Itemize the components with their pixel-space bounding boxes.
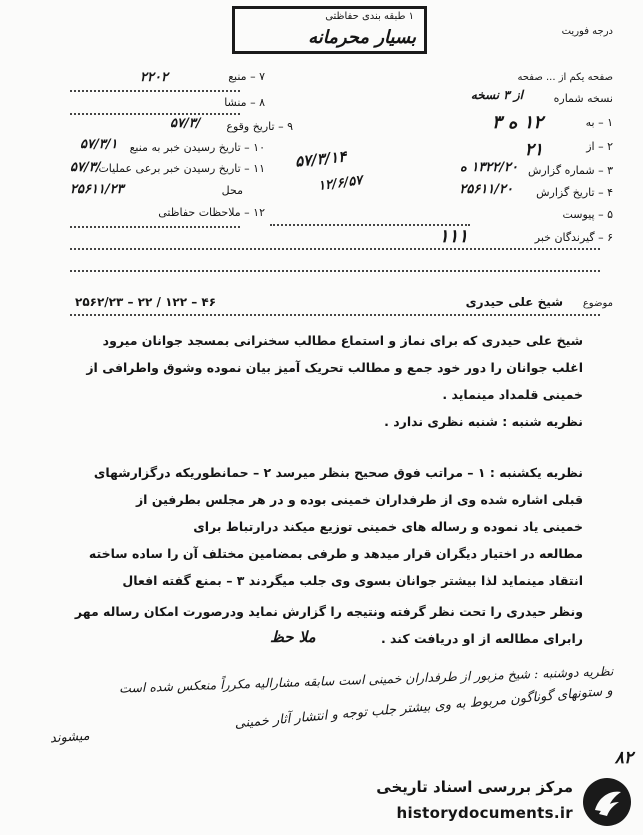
subject-label: موضوع (582, 298, 613, 309)
field-copy-value: از ۳ نسخه (470, 88, 523, 102)
stamp-value: بسیار محرمانه (308, 27, 416, 48)
field-from-value: ۲۱ (524, 140, 543, 160)
field-origin-label: ۸ – منشا (224, 96, 265, 109)
handwritten-line: نظریه دوشنبه : شیخ مزبور از طرفداران خمینی است سابقه مشارالیه مکرراً منعکس شده است (118, 663, 614, 696)
body-line: انتقاد مینماید لذا بیشتر جوانان بسوی وی جلب میگردند ۳ – بمنع گفته افعال (122, 573, 583, 588)
field-attachment-label: ۵ – پیوست (562, 208, 613, 221)
page-mark: ۸۲ (614, 748, 633, 768)
handwritten-line: میشوند (49, 728, 91, 747)
dotted-line (70, 270, 600, 272)
subject-reference: ۲۵۶۲/۲۳ – ۲۲ / ۱۲۲ – ۴۶ (75, 295, 217, 309)
watermark-url: historydocuments.ir (396, 804, 573, 822)
field-report-date-value: ۲۵۶۱۱/۲۰ (459, 182, 513, 197)
field-news-to-source-label: ۱۰ – تاریخ رسیدن خبر به منبع (129, 141, 265, 154)
body-line: خمینی یاد نموده و رساله های خمینی توزیع میکند درارتباط برای (193, 519, 583, 534)
dotted-line (70, 314, 600, 316)
field-news-to-source-value: ۵۷/۳/۱ (80, 137, 118, 152)
field-from-label: ۲ – از (586, 140, 613, 153)
field-location-value: ۲۵۶۱۱/۲۳ (70, 182, 124, 197)
urgency-label: درجه فوریت (561, 26, 613, 37)
field-to-label: ۱ – به (585, 116, 613, 129)
body-line: قبلی اشاره شده وی از طرفداران خمینی بوده و در هر مجلس بطرفین از (135, 492, 583, 507)
body-line: مطالعه در اختیار دیگران قرار میدهد و طرفی بمضامین مختلف آن را ساده ساخته (88, 546, 583, 561)
field-copy-label: نسخه شماره (553, 92, 613, 105)
body-line: اغلب جوانان را دور خود جمع و مطالب تحریک آمیز بیان نموده وشوق واطرافی از (86, 360, 583, 375)
handwritten-date-1: ۵۷/۳/۱۴ (294, 147, 348, 171)
dotted-line (70, 90, 240, 92)
field-recipients-label: ۶ – گیرندگان خبر (534, 231, 613, 244)
watermark (360, 772, 643, 835)
field-security-notes-label: ۱۲ – ملاحظات حفاظتی (158, 206, 265, 219)
field-page-label: صفحه یکم از ... صفحه (517, 72, 613, 83)
body-line: نظریه شنبه : شنبه نظری ندارد . (384, 414, 583, 429)
dotted-line (70, 248, 600, 250)
handwritten-line: و ستونهای گوناگون مربوط به وی بیشتر جلب توجه و انتشار آثار خمینی (233, 683, 613, 732)
body-line: نظریه یکشنبه : ۱ – مراتب فوق صحیح بنظر میرسد ۲ – حمانطوریکه درگزارشهای (93, 465, 583, 480)
dotted-line (70, 226, 240, 228)
field-to-value: ۱۲ ه ۳ (492, 112, 543, 133)
field-occurrence-label: ۹ – تاریخ وقوع (226, 120, 293, 133)
field-source-label: ۷ – منبع (228, 70, 265, 83)
classification-stamp (232, 6, 427, 54)
handwritten-signature: ملا حظ (270, 628, 316, 646)
field-news-to-ops-label: ۱۱ – تاریخ رسیدن خبر برعی عملیات (98, 162, 265, 175)
field-report-number-value: ۱۳۲۲/۲۰ ه (460, 160, 518, 175)
field-location-label: محل (221, 184, 243, 197)
handwritten-date-2: ۱۲/۶/۵۷ (317, 172, 364, 195)
field-report-date-label: ۴ – تاریخ گزارش (536, 186, 613, 199)
field-report-number-label: ۳ – شماره گزارش (527, 164, 613, 177)
body-line: شیخ علی حیدری که برای نماز و استماع مطالب سخنرانی بمسجد جوانان میرود (102, 333, 583, 348)
body-line: ونظر حیدری را تحت نظر گرفته ونتیجه را گزارش نماید ودرصورت امکان رساله مهر (74, 604, 583, 619)
field-occurrence-value: ۵۷/۳/ (170, 116, 201, 131)
archive-logo-icon (581, 776, 633, 828)
field-news-to-ops-value: ۵۷/۳/ (70, 160, 101, 175)
watermark-name: مرکز بررسی اسناد تاریخی (376, 778, 573, 796)
body-line: خمینی قلمداد مینماید . (442, 387, 583, 402)
field-source-value: ۲۲۰۲ (140, 70, 168, 85)
stamp-title: ۱ طبقه بندی حفاظتی (325, 11, 414, 22)
body-line: رابرای مطالعه از او دریافت کند . (380, 631, 583, 646)
field-recipients-value: ۱۱۱ (438, 226, 468, 247)
subject-text: شیخ علی حیدری (465, 295, 563, 309)
dotted-line (70, 113, 240, 115)
